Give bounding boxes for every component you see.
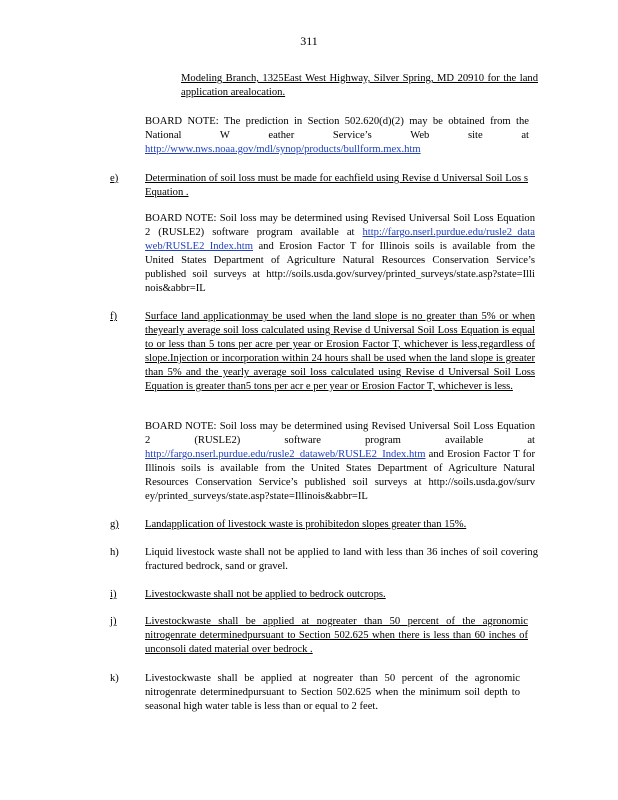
item-e-text: Determination of soil loss must be made for eachfield using Revise d Universal Soil Los s Equation .: [145, 173, 528, 198]
item-f-note-continued: and Erosion Factor T for Illinois soils is available from the United States Department of Agriculture Natural Resources Conservation Service’s published soil surveys at http://soils.usda.gov/surv ey/printed_surveys/state.asp?state=Illinois&abbr=IL: [145, 449, 535, 502]
item-e-note-text: BOARD NOTE: Soil loss may be determined using Revised Universal Soil Loss Equation 2 (RUSLE2) software program available at: [145, 213, 535, 238]
board-note-weather-text: BOARD NOTE: The prediction in Section 502.620(d)(2) may be obtained from the National W eather Service’s Web site at: [145, 116, 529, 141]
item-f-text: Surface land applicationmay be used when the land slope is no greater than 5% or when theyearly average soil loss calculated using Revise d Universal Soil Loss Equation is equal to or less than 5 tons per acre per year or Erosion Factor T, whichever is less,regardless of slope.Injection or incorporation within 24 hours shall be used when the land slope is greater than 5% and the yearly average soil loss calculated using Revise d Universal Soil Loss Equation is greater than5 tons per acr e per year or Erosion Factor T, whichever is less.: [145, 311, 535, 392]
item-k-text: Livestockwaste shall be applied at nogreater than 50 percent of the agronomic nitrogenrate determinedpursuant to Section 502.625 when the minimum soil depth to seasonal high water table is less than or equal to 2 feet.: [145, 673, 520, 712]
item-j-label: j): [110, 616, 117, 627]
item-g-label: g): [110, 519, 119, 530]
item-h-text: Liquid livestock waste shall not be applied to land with less than 36 inches of soil covering fractured bedrock, sand or gravel.: [145, 547, 538, 572]
weather-service-link[interactable]: http://www.nws.noaa.gov/mdl/synop/products/bullform.mex.htm: [145, 144, 421, 155]
item-e-label: e): [110, 173, 119, 184]
item-i-label: i): [110, 589, 117, 600]
item-i-text: Livestockwaste shall not be applied to bedrock outcrops.: [145, 589, 386, 600]
item-h-label: h): [110, 547, 119, 558]
item-e-rusle2-link[interactable]: http://fargo.nserl.purdue.edu/rusle2_data web/RUSLE2_Index.htm: [145, 227, 535, 252]
board-note-weather: [145, 115, 529, 157]
item-e-board-note: [145, 212, 535, 296]
item-j-text: Livestockwaste shall be applied at nogreater than 50 percent of the agronomic nitrogenrate determinedpursuant to Section 502.625 when there is less than 60 inches of unconsoli dated material over bedrock .: [145, 616, 528, 655]
item-f-rusle2-link[interactable]: http://fargo.nserl.purdue.edu/rusle2_dataweb/RUSLE2_Index.htm: [145, 449, 426, 460]
item-f-label: f): [110, 311, 118, 322]
item-e-note-continued: and Erosion Factor T for Illinois soils is available from the United States Department of Agriculture Natural Resources Conservation Service’s published soil surveys at http://soils.usda.gov/survey/printed_surveys/state.asp?state=Illi nois&abbr=IL: [145, 241, 535, 294]
item-g-text: Landapplication of livestock waste is prohibitedon slopes greater than 15%.: [145, 519, 467, 530]
item-f-note-text: BOARD NOTE: Soil loss may be determined using Revised Universal Soil Loss Equation 2 (RUSLE2) software program available at: [145, 421, 535, 446]
page-number: 311: [300, 34, 318, 48]
item-k-label: k): [110, 673, 119, 684]
intro-paragraph: Modeling Branch, 1325East West Highway, Silver Spring, MD 20910 for the land application arealocation.: [181, 73, 538, 98]
item-f-board-note: [145, 420, 535, 504]
